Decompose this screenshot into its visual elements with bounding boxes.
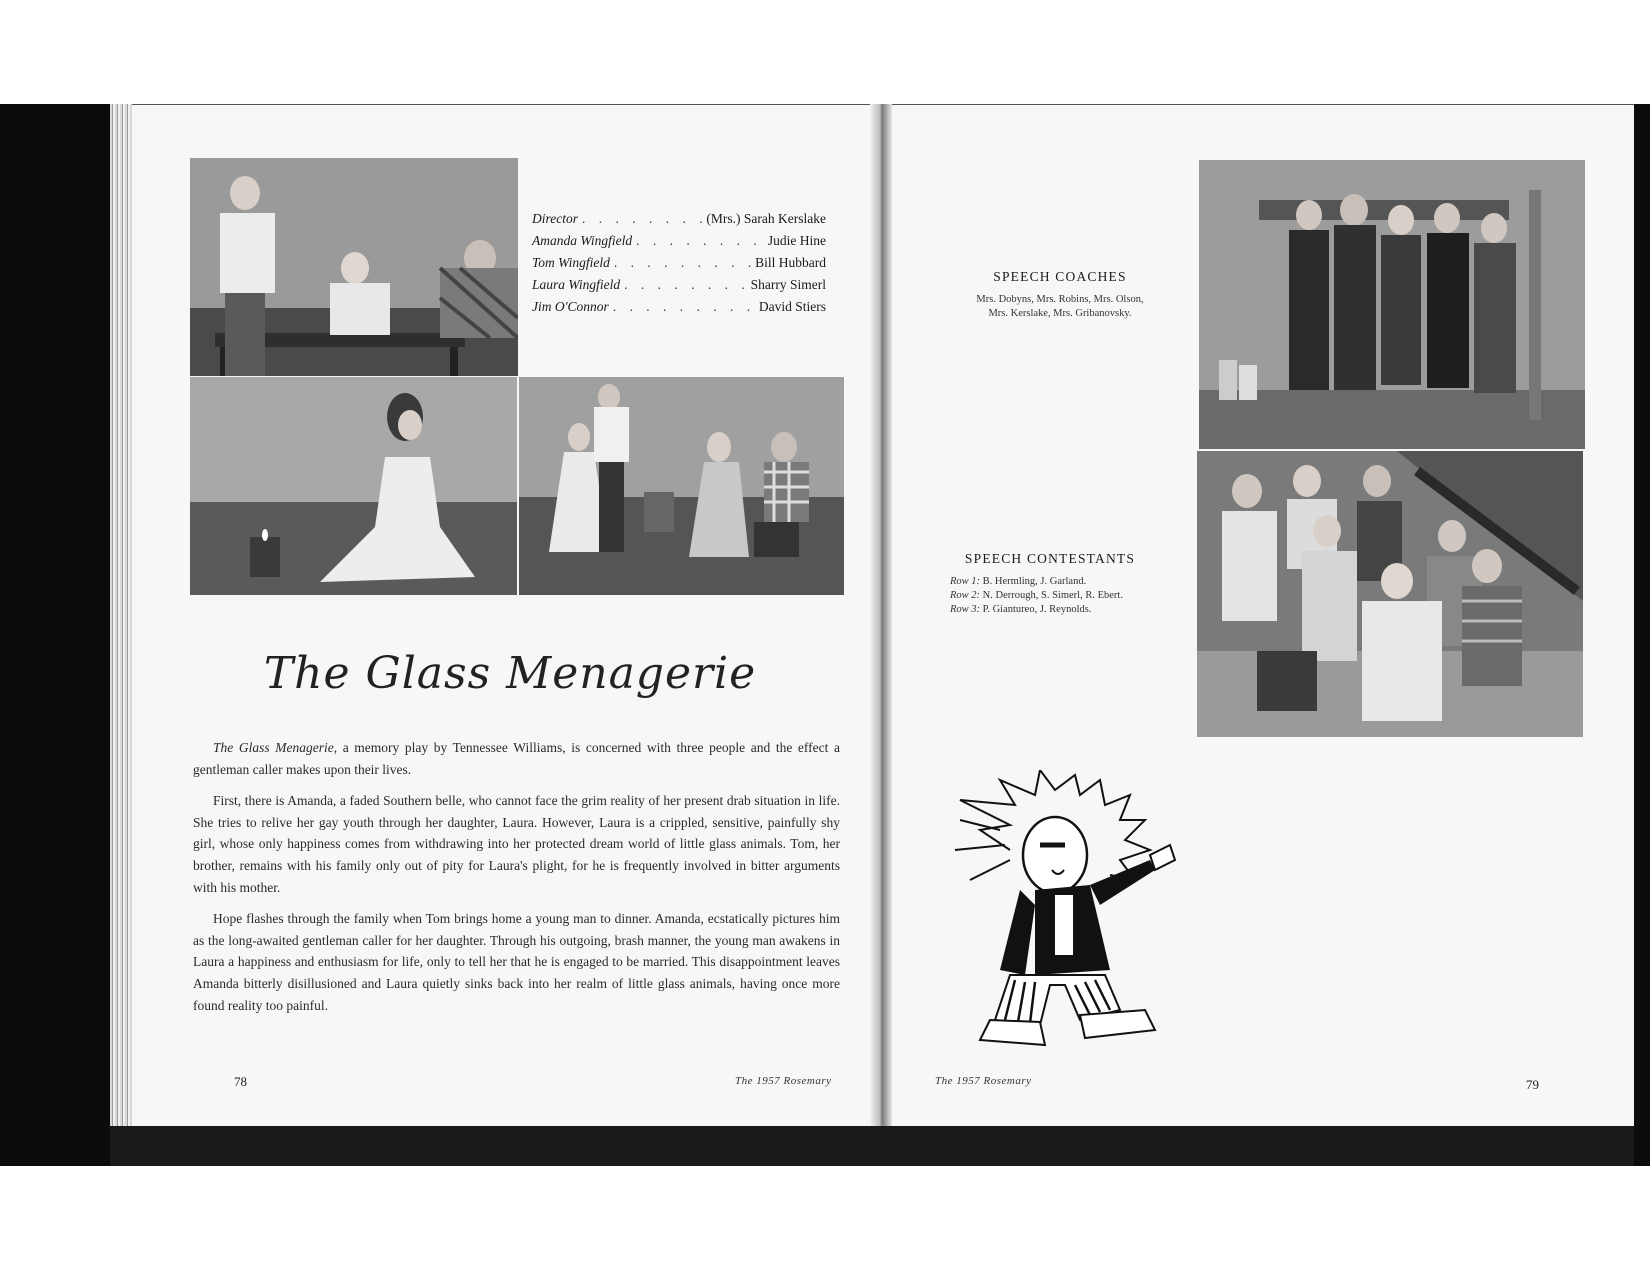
cast-row — [532, 296, 826, 318]
cast-name: Sharry Simerl — [750, 277, 826, 292]
contestant-row — [950, 575, 1190, 589]
row-label: Row 1: — [950, 576, 981, 587]
row-names: B. Hermling, J. Garland. — [982, 576, 1087, 587]
caption-line: Mrs. Dobyns, Mrs. Robins, Mrs. Olson, — [976, 294, 1144, 305]
cast-row — [532, 230, 826, 252]
row-names: P. Giantureo, J. Reynolds. — [982, 604, 1092, 615]
play-name-italic: The Glass Menagerie, — [213, 740, 338, 755]
contestant-row — [950, 589, 1190, 603]
speech-coaches-photo — [1199, 160, 1585, 449]
footer-publication-right: The 1957 Rosemary — [935, 1075, 1032, 1087]
cast-name: Bill Hubbard — [755, 255, 826, 270]
cast-role: Amanda Wingfield — [532, 233, 633, 248]
row-label: Row 2: — [950, 590, 981, 601]
play-title: The Glass Menagerie — [263, 648, 757, 699]
cast-row — [532, 274, 826, 296]
caption-line: Mrs. Kerslake, Mrs. Gribanovsky. — [988, 307, 1132, 319]
leader-dots — [578, 208, 706, 230]
play-photo-stage-group — [519, 377, 844, 595]
paragraph-text: a memory play by Tennessee Williams, is concerned with three people and the effect a gentleman caller makes upon their lives. — [193, 740, 840, 777]
speech-coaches-heading: SPEECH COACHES — [993, 269, 1127, 284]
cast-role: Jim O'Connor — [532, 299, 609, 314]
paragraph — [193, 737, 840, 780]
paragraph: Hope flashes through the family when Tom brings home a young man to dinner. Amanda, ecstatically pictures him as the long-awaited gentleman caller for her daughter. Through his outgoing, brash manner, the young man awakens in Laura a happiness and enthusiasm for life, only to tell her that he is engaged to be married. This disappointment leaves Amanda bitterly disillusioned and Laura quietly sinks back into her realm of little glass animals, having once more found reality too painful. — [193, 911, 840, 1013]
page-number-right: 79 — [1526, 1077, 1539, 1092]
cast-list — [532, 208, 826, 318]
cast-role: Laura Wingfield — [532, 277, 621, 292]
cast-role: Tom Wingfield — [532, 255, 610, 270]
footer-publication-left: The 1957 Rosemary — [735, 1075, 832, 1087]
cast-name: David Stiers — [758, 299, 826, 314]
cast-name: Judie Hine — [767, 233, 826, 248]
scan-background-bottom — [110, 1126, 1634, 1166]
page-edges — [110, 104, 132, 1126]
row-label: Row 3: — [950, 604, 981, 615]
contestant-row — [950, 603, 1190, 617]
speech-contestants-heading: SPEECH CONTESTANTS — [964, 551, 1136, 566]
leader-dots — [609, 296, 759, 318]
cast-name: (Mrs.) Sarah Kerslake — [706, 211, 826, 226]
page-number-left: 78 — [234, 1074, 247, 1089]
leader-dots — [610, 252, 755, 274]
speech-coaches-caption — [940, 293, 1180, 320]
cast-role: Director — [532, 211, 578, 226]
book-gutter — [870, 104, 892, 1126]
article-body — [193, 737, 840, 1026]
cartoon-figure-illustration — [940, 770, 1190, 1050]
paragraph: First, there is Amanda, a faded Southern belle, who cannot face the grim reality of her present drab situation in life. She tries to relive her gay youth through her daughter, Laura. However, Laura is a crippled, sensitive, painfully shy girl, whose only happiness comes from withdrawing into her protected dream world of little glass animals. Tom, her brother, remains with his family only out of pity for Laura's plight, for he is frequently involved in bitter arguments with his mother. — [193, 793, 840, 895]
scan-background-left — [0, 104, 110, 1166]
play-photo-table-scene — [190, 158, 518, 376]
row-names: N. Derrough, S. Simerl, R. Ebert. — [982, 590, 1123, 601]
speech-contestants-photo — [1197, 451, 1583, 737]
cast-row — [532, 252, 826, 274]
scan-background-right — [1634, 104, 1650, 1166]
cast-row — [532, 208, 826, 230]
leader-dots — [620, 274, 750, 296]
play-photo-laura-floor — [190, 377, 517, 595]
leader-dots — [632, 230, 768, 252]
speech-contestants-caption — [950, 575, 1190, 617]
